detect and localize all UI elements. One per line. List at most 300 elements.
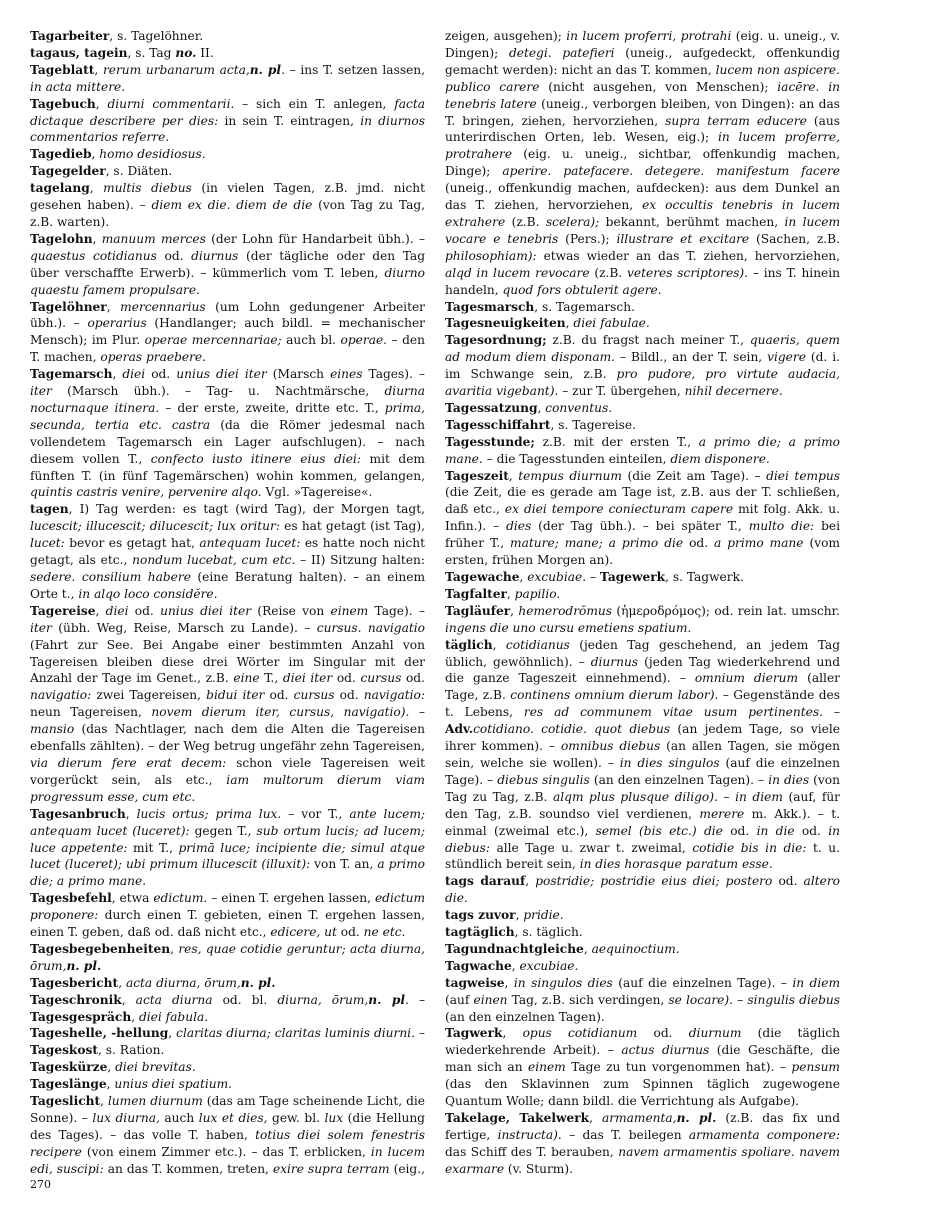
headword: Tagewerk [599,570,666,584]
left-column [30,28,425,1178]
entry-text: , I) Tag werden: es tagt (wird Tag), der Morgen tagt, [68,502,425,517]
latin-term: operae. [340,333,388,348]
latin-term: ne etc. [363,925,406,940]
latin-term: a primo mane [714,536,804,551]
latin-term: mature; mane; a primo die [510,536,684,551]
latin-term: einem [528,1060,566,1075]
entry-text: od. [334,688,364,703]
latin-term: exire supra terram [272,1161,390,1176]
latin-term: excubiae. [527,570,587,584]
entry-text: , [92,231,102,246]
entry-text: neun Tagereisen, [30,705,152,720]
entry-text: – den T. machen, [30,333,425,365]
dictionary-entry [30,890,425,941]
latin-term: alqm plus plusque diligo). [552,789,718,804]
entry-text: (Fahrt zur See. Bei Angabe einer bestimmten Anzahl von Tagereisen bleiben diese drei Wörter im Singular mit der Anzahl der Tage im Genet., z.B. [30,637,425,686]
latin-term: diem ex die. diem de die [151,198,313,213]
entry-text: , etwa [111,891,154,906]
dictionary-entry [445,603,840,637]
latin-term: mercennarius [120,299,206,314]
latin-term: nihil decernere. [684,384,783,399]
entry-text: , [107,1060,116,1075]
latin-term: semel (bis etc.) die [595,823,723,838]
latin-term: in diebus: [445,823,840,855]
entry-text: (uneig., verborgen bleiben, von Dingen): an das T. bringen, ziehen, hervorziehen, [445,96,840,128]
entry-text: (Pers.); [558,231,617,246]
latin-term: einem [330,603,369,618]
dictionary-entry [30,231,425,299]
latin-term: papilio. [514,586,561,601]
latin-term: lucem non aspicere. publico carere [445,62,840,94]
entry-text: (das Nachtlager, nach dem die Alten die Tagereisen ebenfalls zählten). – der Weg betrug ungefähr zehn Tagereisen, [30,722,425,754]
entry-text: auch bl. [281,333,341,348]
entry-text: – ins T. hinein handeln, [445,265,840,297]
latin-term: diei [122,367,146,382]
latin-term: diurnus [191,248,239,263]
entry-text: od. [264,688,294,703]
entry-text: (Sachen, z.B. [749,231,840,246]
entry-text: gew. bl. [267,1111,325,1125]
entry-text: , [525,874,536,889]
entry-text: – einen T. ergehen lassen, [207,891,375,906]
latin-term: eines [330,367,363,382]
entry-text: (übh. Weg, Reise, Marsch zu Lande). – [51,620,317,635]
entry-text: od. [145,367,177,382]
headword: Tagesanbruch [30,806,126,821]
entry-text: (die Geschäfte, die man sich an [445,1043,840,1075]
latin-term: cursus. navigatio [316,620,425,635]
latin-term: bidui iter [206,688,265,703]
latin-term: diei fabulae. [573,316,650,331]
latin-term: diei tempus [766,468,840,483]
entry-text: od. [332,671,361,686]
entry-text: (die täglich wiederkehrende Arbeit). – [445,1026,840,1058]
entry-text: II. [196,45,214,60]
entry-text: , s. Tag [127,45,176,60]
entry-text: , [508,468,519,483]
entry-text: (Marsch [266,367,331,382]
dictionary-entry [30,603,425,806]
entry-text: – [586,570,600,584]
entry-text: , [168,1026,177,1041]
latin-term: diei fabula. [138,1009,209,1024]
entry-text: t. u. stündlich bereit sein, [445,840,840,872]
latin-term: aperire. patefacere. detegere. manifestum facere [502,164,840,179]
latin-term: singulis diebus [747,992,840,1007]
latin-term: lux et dies, [198,1111,268,1125]
latin-term: cotidie bis in die: [692,840,807,855]
entry-text: schon viele Tagereisen weit vorgerückt sein, als etc., [30,755,425,787]
headword: Tagfalter [445,586,507,601]
entry-text: od. [637,1026,689,1041]
entry-text: – Bildl., an der T. sein, [615,350,768,365]
latin-term: in die [756,823,795,838]
entry-text: , s. Tagelöhner. [109,29,204,43]
entry-text: (eig. u. uneig., v. Dingen); [445,29,840,60]
entry-text: – [409,705,425,720]
dictionary-entry [445,1025,840,1110]
entry-text: (auf, für den Tag, z.B. soundso viel verdienen, [445,789,840,821]
headword: Tageskost [30,1043,99,1058]
dictionary-entry [30,366,425,501]
headword: Takelage, Takelwerk [445,1111,590,1125]
entry-text: gegen T., [189,823,257,838]
entry-text: , [589,1111,602,1125]
headword: Tagewache [445,570,520,584]
latin-term: pensum [791,1060,840,1075]
entry-text: mit dem fünften T. (in fünf Tagemärschen) wohin kommen, gelangen, [30,451,425,483]
latin-term: hemerodrŏmus [518,603,613,618]
entry-text: (die Hellung des Tages). – das volle T. haben, [30,1111,425,1142]
headword: Tagereise [30,603,96,618]
entry-text: alle Tage u. zwar t. zweimal, [489,840,693,855]
entry-text: , [519,570,528,584]
entry-text: (z.B. das fix und fertige, [445,1111,840,1142]
latin-term: primā luce; incipiente die; simul atque lucet (luceret); ubi primum illucescit (illuxit): [30,840,425,872]
entry-text: (eig., [393,1161,425,1176]
headword: Tagesmarsch [445,299,535,314]
entry-text: od. bl. [212,992,278,1007]
entry-text: , s. Diäten. [105,164,173,179]
latin-term: armamenta, [601,1111,677,1125]
entry-text: , [95,96,108,111]
latin-term: armamenta componere: [688,1127,840,1142]
entry-text: (von einem Zimmer etc.). – das T. erblicken, [81,1144,371,1159]
latin-term: diurni commentarii. [107,96,235,111]
latin-term: omnium dierum [694,671,799,686]
entry-text: , [118,975,126,990]
entry-text: etwas wieder an das T. ziehen, hervorziehen, [536,248,840,263]
entry-text: Tag, z.B. sich verdingen, [507,992,669,1007]
latin-term: postridie; postridie eius diei; postero [535,874,773,889]
latin-term: cotidianus [505,637,570,652]
grammar-marker: n. pl [368,992,405,1007]
headword: Tagwache [445,958,512,973]
latin-term: mansio [30,722,75,737]
dictionary-entry [30,941,425,975]
grammar-marker: n. pl. [676,1111,717,1125]
latin-term: quaeris, quem ad modum diem disponam. [445,333,840,365]
latin-term: cursus [293,688,335,703]
entry-text: von T. an, [310,857,378,872]
entry-text: , s. Tagemarsch. [534,299,635,314]
entry-text: od. [128,603,161,618]
entry-text: bevor es getagt hat, [64,536,200,551]
headword: Tagessatzung [445,400,538,415]
entry-text: , s. Tagereise. [550,417,637,432]
entry-text: (v. Sturm). [504,1161,573,1176]
latin-term: quaestus cotidianus [30,248,157,263]
headword: täglich [445,637,493,652]
entry-text: Tage zu tun vorgenommen hat). – [565,1060,792,1075]
entry-text: od. [336,925,364,940]
entry-text: zeigen, ausgehen); [445,29,567,43]
dictionary-entry [30,992,425,1026]
grammar-marker: n. pl [249,62,282,77]
dictionary-entry [30,975,425,992]
entry-text: – [823,705,840,720]
entry-text: an das T. kommen, treten, [103,1161,273,1176]
entry-text: das Schiff des T. berauben, [445,1144,619,1159]
dictionary-entry [445,586,840,603]
latin-term: dies [506,519,532,534]
latin-term: diurna, ōrum, [277,992,369,1007]
latin-term: lucis ortus; prima lux. [136,806,282,821]
entry-text: (in vielen Tagen, z.B. jmd. nicht gesehen haben). – [30,181,425,213]
entry-text: – [733,992,748,1007]
entry-text: Tages). – [362,367,425,382]
entry-text: in sein T. eintragen, [218,113,361,128]
entry-text: (der tägliche oder den Tag über verschaffte Erwerb). – kümmerlich vom T. leben, [30,248,425,280]
entry-text: , [510,603,519,618]
latin-term: in diem [792,975,840,990]
entry-text: , s. Tagwerk. [665,570,744,584]
latin-term: diurna nocturnaque itinera. [30,384,425,415]
dictionary-entry [445,28,840,299]
dictionary-entry [30,180,425,231]
latin-term: lucescit; illucescit; dilucescit; lux oritur: [30,519,280,534]
latin-term: acta diurna [135,992,213,1007]
latin-term: aequinoctium. [591,941,680,956]
entry-text: , [112,367,123,382]
dictionary-entry [445,569,840,586]
entry-text: auch [159,1111,199,1125]
dictionary-entry [445,873,840,907]
entry-text: , s. täglich. [514,925,583,940]
dictionary-entry [445,417,840,434]
entry-text: (eine Beratung halten). – an einem Orte t., [30,570,425,601]
latin-term: in diurnos commentarios referre. [30,113,425,145]
dictionary-entry [30,62,425,96]
headword: Tagelohn [30,231,93,246]
entry-text: m. Akk.). – t. einmal (zweimal etc.), [445,806,840,838]
dictionary-entry [30,28,425,45]
entry-text: z.B. mit der ersten T., [534,434,699,449]
latin-term: eine [233,671,260,686]
entry-text: (d. i. im Schwange sein, z.B. [445,350,840,382]
entry-text: od. [683,536,715,551]
latin-term: antequam lucet: [199,536,301,551]
entry-text: Tage). – [368,603,425,618]
latin-term: actus diurnus [621,1043,710,1058]
latin-term: philosophiam): [445,248,537,263]
latin-term: diurnum [688,1026,742,1041]
dictionary-entry [445,907,840,924]
latin-term: nondum lucebat, cum etc. [132,553,296,568]
entry-text: , s. Ration. [98,1043,165,1058]
latin-term: se locare). [668,992,734,1007]
headword: tagtäglich [445,925,515,940]
entry-text: , [94,62,103,77]
dictionary-entry [30,806,425,891]
latin-term: in singulos dies [513,975,613,990]
latin-term: in lucem proferre, protrahere [445,130,840,162]
entry-text: (Handlanger; auch bildl. = mechanischer Mensch); im Plur. [30,316,425,348]
latin-term: in lucem vocare e tenebris [445,214,840,246]
latin-term: unius diei spatium. [114,1077,233,1092]
latin-term: rerum urbanarum acta, [102,62,250,77]
dictionary-entry [30,163,425,180]
headword: Tageshelle, -hellung [30,1026,169,1041]
entry-text: (das den Sklavinnen zum Spinnen täglich zugewogene Quantum Wolle; dann bildl. die Verrichtung als Aufgabe). [445,1077,840,1109]
entry-text: – das T. beilegen [561,1127,689,1142]
entry-text: – Gegenstände des t. Lebens, [445,688,840,720]
entry-text: , [492,637,506,652]
latin-term: ex diei tempore coniecturam capere [504,502,734,517]
latin-term: in lucem edi, suscipi: [30,1144,425,1176]
latin-term: ingens die uno cursu emetiens spatium. [445,620,692,635]
latin-term: iter [30,620,52,635]
headword: Tagesbericht [30,975,119,990]
latin-term: acta diurna, ōrum, [125,975,241,990]
dictionary-entry [30,146,425,163]
latin-term: lux diurna, [92,1111,160,1125]
entry-text: (auf die einzelnen Tage). – [445,755,840,787]
entry-text: (eig. u. uneig., sichtbar, offenkundig machen, Dinge); [445,147,840,179]
entry-text: , [504,975,514,990]
latin-term: lucet: [30,536,65,551]
headword: Tagelöhner [30,299,107,314]
grammar-marker: no. [175,45,197,60]
entry-text: , [583,941,592,956]
latin-term: navem armamentis spoliare. navem exarmare [445,1144,840,1176]
latin-term: a primo die; a primo mane. [30,857,425,889]
latin-term: prima, secunda, tertia etc. castra [30,400,425,432]
headword: Tagesneuigkeiten [445,316,566,331]
headword: Tageblatt [30,62,95,77]
entry-text: , [565,316,574,331]
entry-text: , [89,181,104,196]
entry-text: , [131,1009,139,1024]
entry-text: durch einen T. gebieten, einen T. ergehen lassen, einen T. geben, daß od. daß nicht etc., [30,908,425,940]
latin-term: cotidiano. cotidie. quot diebus [473,722,671,737]
entry-text: (der Tag übh.). – bei später T., [531,519,749,534]
entry-text: – zur T. übergehen, [558,384,685,399]
latin-term: diei iter [282,671,333,686]
entry-text: (Marsch übh.). – Tag- u. Nachtmärsche, [51,384,385,399]
entry-text: (z.B. [505,214,546,229]
latin-term: alqd in lucem revocare [445,265,590,280]
entry-text: – der erste, zweite, dritte etc. T., [159,400,385,415]
headword: Tagundnachtgleiche [445,941,584,956]
latin-term: pridie. [523,908,564,923]
entry-text: – sich ein T. anlegen, [234,96,395,111]
headword: Tagwerk [445,1026,503,1041]
entry-text: (der Lohn für Handarbeit übh.). – [205,231,425,246]
entry-text: (um Lohn gedungener Arbeiter übh.). – [30,299,425,331]
entry-text: , [95,603,106,618]
dictionary-entry [30,299,425,367]
entry-text: (von Tag zu Tag, z.B. [445,772,840,804]
dictionary-entry [445,958,840,975]
headword: Tagläufer [445,603,511,618]
dictionary-entry [30,501,425,602]
latin-term: ante lucem; antequam lucet (luceret): [30,806,425,838]
dictionary-entry [445,315,840,332]
dictionary-entry [445,637,840,874]
grammar-marker: n. pl. [66,958,102,973]
dictionary-entry [445,975,840,1026]
dictionary-entry [445,299,840,316]
latin-term: veteres scriptores). [627,265,749,280]
entry-text: – II) Sitzung halten: [295,553,425,568]
entry-text: (z.B. [589,265,628,280]
latin-term: unius diei iter [160,603,252,618]
latin-term: opus cotidianum [522,1026,638,1041]
entry-text: . – ins T. setzen lassen, [281,62,425,77]
entry-text: (jeden Tag geschehend, an jedem Tag üblich, gewöhnlich). – [445,637,840,669]
entry-text: (von Tag zu Tag, z.B. warten). [30,198,425,229]
entry-text: (auf die einzelnen Tage). – [612,975,793,990]
latin-term: res ad communem vitae usum pertinentes. [523,705,823,720]
entry-text: od. [794,823,829,838]
latin-term: a primo die; a primo mane. [445,434,840,466]
dictionary-entry [445,332,840,400]
entry-text: bei früher T., [445,519,840,551]
dictionary-entry [30,96,425,147]
entry-text: , [121,992,136,1007]
latin-term: totius diei solem fenestris recipere [30,1127,425,1159]
dictionary-entry [445,941,840,958]
latin-term: operas praebere. [100,350,207,365]
latin-term: pro pudore, pro virtute audacia, avaritia vigebant). [445,367,840,399]
latin-term: detegi. patefieri [508,45,615,60]
latin-term: conventus. [545,400,613,415]
dictionary-entry [30,1093,425,1178]
entry-text: (ἡμεροδρόμος); od. rein lat. umschr. [612,603,840,618]
latin-term: edictum proponere: [30,891,425,923]
latin-term: lumen diurnum [107,1094,203,1109]
latin-term: claritas diurna; claritas luminis diurni. [176,1026,415,1041]
headword: Tagemarsch [30,367,113,382]
latin-term: diurnus [590,654,639,669]
entry-text: , [125,806,137,821]
latin-term: in acta mittere. [30,79,126,94]
latin-term: omnibus diebus [560,739,661,754]
entry-text: (Reise von [251,603,331,618]
latin-term: ex occultis tenebris in lucem extrahere [445,198,840,229]
headword: Tagesordnung; [445,333,547,348]
entry-text: (vom ersten, frühen Morgen an). [445,536,840,568]
latin-term: diebus singulis [497,772,590,787]
latin-term: confecto iusto itinere eius diei: [150,451,361,466]
headword: tags zuvor [445,908,516,923]
entry-text: es hat getagt (ist Tag), [279,519,425,534]
grammar-marker: n. pl. [240,975,276,990]
entry-text: mit folg. Akk. u. Infin.). – [445,502,840,534]
latin-term: scelera); [545,214,600,229]
latin-term: facta dictaque describere per dies: [30,96,425,128]
latin-term: res, quae cotidie geruntur; acta diurna, ōrum, [30,941,425,973]
entry-text: – [717,789,736,804]
headword: tags darauf [445,874,526,889]
latin-term: quintis castris venire, pervenire alqo. [30,485,262,500]
entry-text: , [106,1077,115,1092]
entry-text: – [414,1026,425,1041]
entry-text: , [506,586,515,601]
latin-term: vigere [767,350,806,365]
latin-term: merere [699,806,745,821]
dictionary-entry [30,1059,425,1076]
headword: tagen [30,502,69,517]
entry-text: , [100,1094,108,1109]
latin-term: sub ortum lucis; ad lucem; luce appetente: [30,823,425,855]
entry-text: (jeden Tag wiederkehrend und die ganze Tageszeit einnehmend). – [445,654,840,686]
latin-term: excubiae. [519,958,579,973]
entry-text: , [106,299,121,314]
latin-term: diei [105,603,129,618]
latin-term: quod fors obtulerit agere. [502,282,662,297]
